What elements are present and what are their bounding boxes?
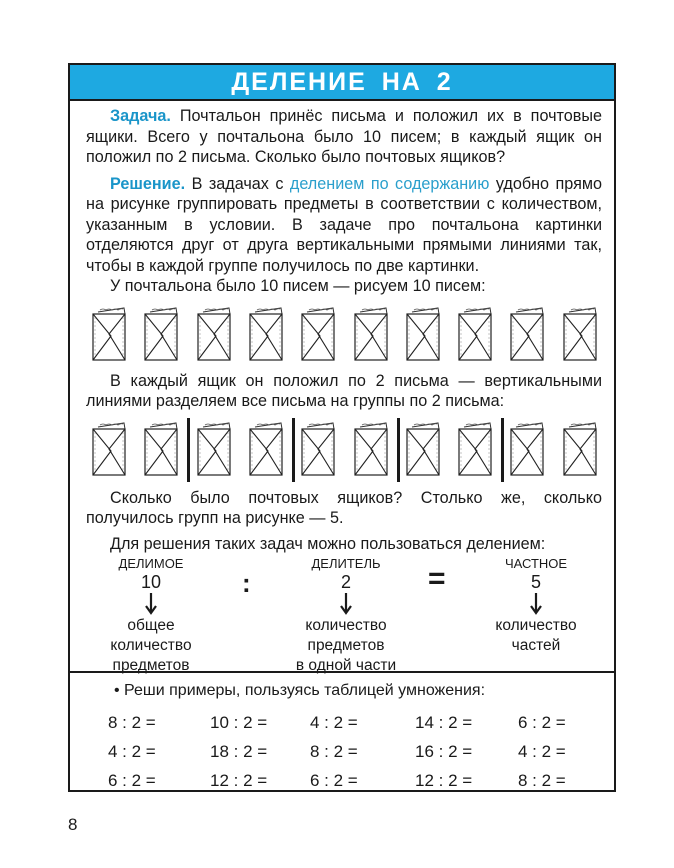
envelope-icon xyxy=(299,420,337,478)
task-label: Задача. xyxy=(110,107,171,125)
quotient-meaning-2: частей xyxy=(511,637,561,654)
equals-operator: = xyxy=(428,562,446,595)
envelopes-row-2-grouped xyxy=(86,418,602,482)
envelope-icon xyxy=(142,305,180,363)
envelope-icon xyxy=(247,420,285,478)
envelope-icon xyxy=(508,420,546,478)
solution-label: Решение. xyxy=(110,174,186,193)
exercise-item: 4 : 2 = xyxy=(310,713,358,732)
task-text: Почтальон принёс письма и положил их в почтовые ящики. Всего у почтальона было 10 писем; в каждый ящик он положил по 2 письма. Сколько было почтовых ящиков? xyxy=(86,107,602,166)
exercises-grid xyxy=(70,701,614,801)
exercise-item: 6 : 2 = xyxy=(518,713,566,732)
envelope-icon xyxy=(561,305,599,363)
divisor-meaning-3: в одной части xyxy=(295,657,397,674)
exercise-item: 8 : 2 = xyxy=(310,742,358,761)
envelope-icon xyxy=(561,420,599,478)
exercise-item: 4 : 2 = xyxy=(518,742,566,761)
division-formula xyxy=(86,554,602,676)
envelope-icon xyxy=(404,420,442,478)
envelope-icon xyxy=(456,305,494,363)
step1-text: У почтальона было 10 писем — рисуем 10 писем: xyxy=(110,277,486,295)
arrow-down-icon xyxy=(486,592,586,616)
dividend-column xyxy=(96,556,206,676)
arrow-down-icon xyxy=(281,592,411,616)
envelope-icon xyxy=(404,305,442,363)
page-number: 8 xyxy=(68,815,78,834)
exercise-item: 14 : 2 = xyxy=(415,713,473,732)
envelope-icon xyxy=(90,305,128,363)
quotient-meaning-1: количество xyxy=(495,617,577,634)
envelope-icon xyxy=(352,305,390,363)
lesson-header xyxy=(70,65,614,101)
envelope-icon xyxy=(456,420,494,478)
exercise-item: 4 : 2 = xyxy=(108,742,156,761)
envelope-icon xyxy=(195,305,233,363)
group-divider-line xyxy=(187,418,190,482)
quotient-value: 5 xyxy=(530,572,541,592)
quotient-column xyxy=(486,556,586,656)
lesson-title: ДЕЛЕНИЕ НА 2 xyxy=(231,67,453,96)
divisor-meaning-1: количество xyxy=(305,617,387,634)
term-highlight: делением по содержанию xyxy=(289,174,490,193)
dividend-meaning-1: общее xyxy=(127,617,175,634)
conclusion-text: Сколько было почтовых ящиков? Столько же, сколько получилось групп на рисунке — 5. xyxy=(86,488,602,527)
exercises-section xyxy=(70,671,614,801)
envelopes-row-1 xyxy=(86,303,602,367)
exercise-item: 12 : 2 = xyxy=(210,771,268,790)
exercise-item: 6 : 2 = xyxy=(108,771,156,790)
envelope-icon xyxy=(352,420,390,478)
arrow-down-icon xyxy=(96,592,206,616)
dividend-value: 10 xyxy=(140,572,162,592)
quotient-caption: ЧАСТНОЕ xyxy=(504,556,568,571)
task-paragraph xyxy=(86,101,602,168)
envelope-icon xyxy=(508,305,546,363)
exercise-item: 8 : 2 = xyxy=(518,771,566,790)
envelope-icon xyxy=(195,420,233,478)
envelope-icon xyxy=(90,420,128,478)
lesson-box xyxy=(68,63,616,792)
divisor-meaning-2: предметов xyxy=(307,637,385,654)
dividend-meaning-2: количество xyxy=(110,637,192,654)
divisor-caption: ДЕЛИТЕЛЬ xyxy=(311,556,381,571)
dividend-meaning-3: предметов xyxy=(112,657,190,674)
colon-operator: : xyxy=(242,568,251,598)
divisor-column xyxy=(281,556,411,676)
divisor-value: 2 xyxy=(340,572,351,592)
group-divider-line xyxy=(501,418,504,482)
exercises-title: • Реши примеры, пользуясь таблицей умножения: xyxy=(114,682,486,699)
solution-text-before: В задачах с xyxy=(185,174,290,193)
exercise-item: 10 : 2 = xyxy=(210,713,268,732)
solution-text-after: удобно прямо на рисунке группировать предметы в соответствии с количеством, указанным в условии. В задаче про почтальона картинки отделяются друг от друга вертикальными прямыми линиями так, чтобы в каждой группе получилось по две картинки. xyxy=(86,174,602,275)
exercise-item: 18 : 2 = xyxy=(210,742,268,761)
exercise-item: 6 : 2 = xyxy=(310,771,358,790)
formula-intro: Для решения таких задач можно пользоваться делением: xyxy=(110,534,546,553)
dividend-caption: ДЕЛИМОЕ xyxy=(118,556,184,571)
step2-text: В каждый ящик он положил по 2 письма — вертикальными линиями разделяем все письма на группы по 2 письма: xyxy=(86,371,602,410)
solution-paragraph xyxy=(86,168,602,277)
group-divider-line xyxy=(397,418,400,482)
envelope-icon xyxy=(299,305,337,363)
envelope-icon xyxy=(142,420,180,478)
exercise-item: 12 : 2 = xyxy=(415,771,473,790)
envelope-icon xyxy=(247,305,285,363)
exercise-item: 16 : 2 = xyxy=(415,742,473,761)
exercise-item: 8 : 2 = xyxy=(108,713,156,732)
group-divider-line xyxy=(292,418,295,482)
